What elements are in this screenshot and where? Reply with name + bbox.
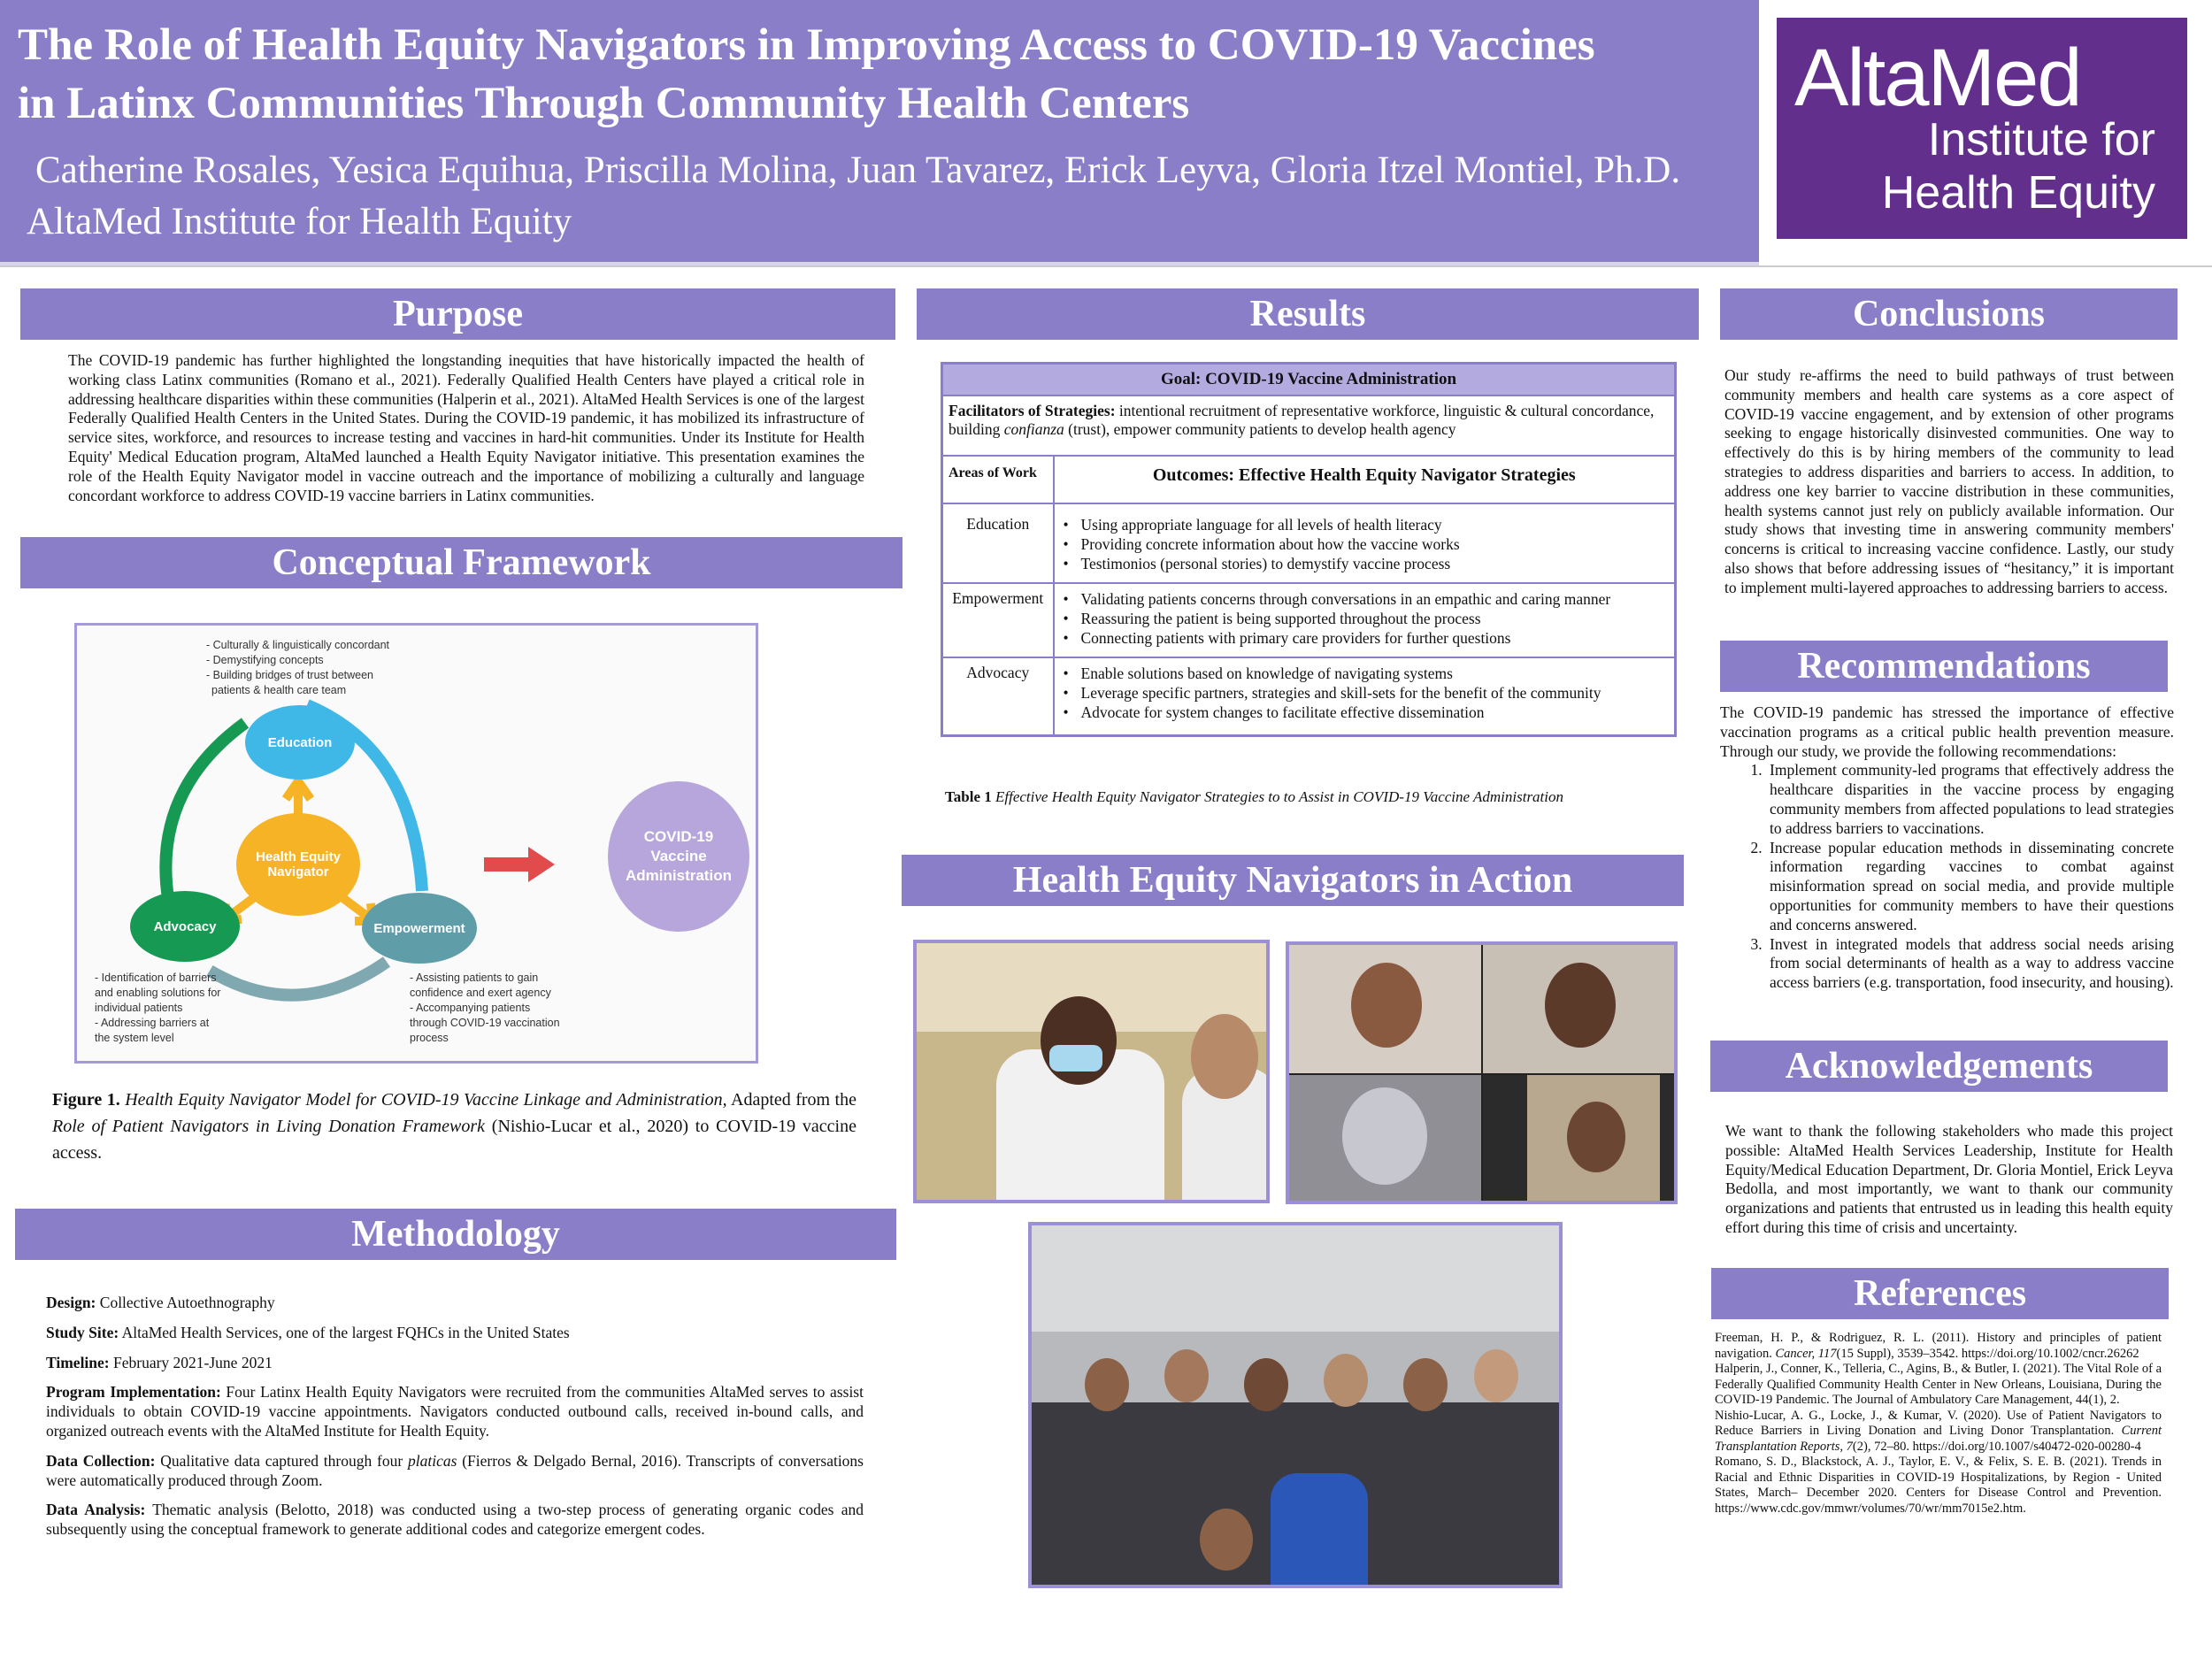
recommendations-list [1720,761,2174,993]
poster-title [18,16,1743,133]
recommendations-intro: The COVID-19 pandemic has stressed the importance of effective vaccination programs as a critical public health prevention measure. Through our study, we provide the following recommendations: [1720,703,2174,760]
title-line-1: The Role of Health Equity Navigators in Improving Access to COVID-19 Vaccines [18,20,1595,70]
vaccine-administration-node [608,781,749,932]
method-value: AltaMed Health Services, one of the largest FQHCs in the United States [119,1323,570,1341]
figure-caption [52,1087,856,1166]
purpose-heading: Purpose [20,288,895,340]
framework-heading: Conceptual Framework [20,537,902,588]
method-value: Qualitative data captured through four [155,1451,408,1470]
framework-figure [74,623,758,1064]
caption-text: Adapted from the [726,1090,856,1110]
office-ceiling [1032,1225,1563,1332]
list-item: 1. Implement community-led programs that effectively address the healthcare disparities in the vaccine process by engaging community members from affected populations to lead strategies to address barriers to vaccinations. [1766,761,2174,838]
reference-item [1715,1331,2162,1362]
facilitators-text: intentional recruitment of representative workforce, linguistic & cultural concordance, building [949,402,1655,438]
note: through COVID-19 vaccination [410,1017,560,1029]
title-line-2: in Latinx Communities Through Community Health Centers [18,79,1190,128]
note: - Addressing barriers at [95,1017,210,1029]
authors: Catherine Rosales, Yesica Equihua, Priscilla Molina, Juan Tavarez, Erick Leyva, Gloria Itzel Montiel, Ph.D. [35,150,1681,191]
photo-navigators-clinic [913,940,1270,1203]
header-divider [0,265,2212,267]
results-table [941,362,1677,737]
list-item: • Validating patients concerns through conversations in an empathic and caring manner [1060,589,1670,609]
reference-item [1715,1362,2162,1409]
target-label-3: Administration [626,867,732,884]
second-face [1191,1014,1258,1099]
target-label-2: Vaccine [650,848,707,864]
logo-subtitle-line-1: Institute for [1927,114,2155,165]
table-row [942,503,1676,583]
note: the system level [95,1032,174,1044]
note: confidence and exert agency [410,987,551,999]
zoom-tile [1483,1075,1678,1204]
table-title: Goal: COVID-19 Vaccine Administration [942,364,1676,396]
note: - Identification of barriers [95,972,217,984]
outcomes-cell [1054,503,1676,583]
note: - Culturally & linguistically concordant [206,639,390,651]
ref-text: Nishio-Lucar, A. G., Locke, J., & Kumar, V. (2020). Use of Patient Navigators to Reduce Barriers in Living Donation and Living Donor Transplantation. [1715,1408,2162,1438]
face-mask [1049,1045,1102,1071]
empowerment-node: Empowerment [362,893,477,964]
col-header-areas: Areas of Work [942,456,1054,503]
method-label: Program Implementation: [46,1383,221,1402]
list-item: • Enable solutions based on knowledge of navigating systems [1060,664,1670,683]
ref-text: (2), 72–80. https://doi.org/10.1007/s40472-020-00280-4 [1852,1439,2141,1454]
logo-subtitle-line-2: Health Equity [1881,167,2155,219]
area-cell: Education [942,503,1054,583]
navigator-node [236,813,360,916]
logo-wordmark: AltaMed [1794,33,2081,123]
table-caption-text: Effective Health Equity Navigator Strategies to to Assist in COVID-19 Vaccine Administration [991,788,1564,805]
table-row [942,657,1676,736]
ref-italic: Current Transplantation Reports, 7 [1715,1424,2162,1454]
references-list [1715,1331,2162,1517]
method-item [46,1324,864,1343]
facilitators-label: Facilitators of Strategies: [949,402,1116,419]
col-header-outcomes: Outcomes: Effective Health Equity Navigator Strategies [1054,456,1676,503]
target-label-1: COVID-19 [643,828,714,845]
table-caption [945,787,1688,807]
recommendations-heading: Recommendations [1720,641,2168,692]
references-heading: References [1711,1268,2169,1319]
ref-text: Freeman, H. P., & Rodriguez, R. L. (2011). History and principles of patient navigation. [1715,1331,2162,1361]
caption-text: (Nishio-Lucar et al., 2020) to COVID-19 vaccine access. [52,1117,856,1163]
education-node: Education [245,705,355,780]
purpose-text: The COVID-19 pandemic has further highlighted the longstanding inequities that have historically impacted the health of working class Latinx communities (Romano et al., 2021). Federally Qualified Health Centers have played a critical role in addressing healthcare disparities within these communities (Halperin et al., 2021). AltaMed Health Services is one of the largest Federally Qualified Health Centers in the United States. During the COVID-19 pandemic, it has mobilized its infrastructure of service sites, workforce, and resources to increase testing and vaccines in hard-hit communities. Under its Institute for Health Equity' Medical Education program, AltaMed launched a Health Equity Navigator initiative. This presentation examines the role of the Health Equity Navigator model in vaccine outreach and the importance of mobilizing a culturally and language concordant workforce to address COVID-19 vaccine barriers in Latinx communities. [68,351,864,504]
facilitators-text: (trust), empower community patients to develop health agency [1064,420,1456,438]
affiliation: AltaMed Institute for Health Equity [27,201,572,242]
navigator-face [1041,996,1117,1085]
list-item: • Reassuring the patient is being supported throughout the process [1060,609,1670,628]
ref-text: Romano, S. D., Blackstock, A. J., Taylor, E. V., & Felix, S. E. B. (2021). Trends in Racial and Ethnic Disparities in COVID-19 Hospitalizations, by Region - United States, March– December 2020. Centers for Disease Control and Prevention. https://www.cdc.gov/mmwr/volumes/70/wr/mm7015e2.htm. [1715,1455,2162,1516]
results-heading: Results [917,288,1699,340]
navigator-label-2: Navigator [267,864,329,879]
method-italic: platicas [408,1451,457,1470]
method-label: Timeline: [46,1353,110,1371]
note: - Demystifying concepts [206,654,324,666]
zoom-tile [1289,945,1481,1073]
zoom-tile [1483,945,1678,1073]
reference-item [1715,1455,2162,1517]
note: patients & health care team [211,684,347,696]
method-item [46,1354,864,1373]
table-title-row [942,364,1676,396]
list-item: • Testimonios (personal stories) to demystify vaccine process [1060,554,1670,573]
methodology-text [46,1294,864,1540]
list-item: • Leverage specific partners, strategies and skill-sets for the benefit of the community [1060,683,1670,703]
method-item [46,1383,864,1440]
outcomes-cell [1054,657,1676,736]
note: - Building bridges of trust between [206,669,373,681]
conclusions-text: Our study re-affirms the need to build pathways of trust between community members and health care systems as a core aspect of COVID-19 vaccine engagement, and by extension of other programs seeking to engage historically disinvested communities. One way to effectively do this is by hiring members of the community to lead strategies to address disparities and barriers to access. In addition, to address one key barrier to vaccine distribution in these communities, health systems cannot just rely on publicly available information. Our study shows that investing time in answering community members' concerns is critical to increasing vaccine confidence. Lastly, our study also shows that before addressing issues of “hesitancy,” it is important to implement multi-layered approaches to addressing barriers to access. [1724,366,2174,596]
empowerment-notes [410,971,560,1046]
ref-italic: Cancer, 117 [1775,1346,1837,1361]
note: process [410,1032,449,1044]
note: - Assisting patients to gain [410,972,539,984]
method-item [46,1294,864,1313]
method-item [46,1452,864,1491]
method-value: Four Latinx Health Equity Navigators were recruited from the communities AltaMed serves to assist individuals to obtain COVID-19 vaccine appointments. Navigators conducted outbound calls, received in-bound calls, and organized outreach events with the AltaMed Institute for Health Equity. [46,1383,864,1440]
list-item: • Providing concrete information about how the vaccine works [1060,534,1670,554]
area-cell: Empowerment [942,583,1054,657]
acknowledgements-heading: Acknowledgements [1710,1041,2168,1092]
methodology-heading: Methodology [15,1209,896,1260]
list-item: • Advocate for system changes to facilitate effective dissemination [1060,703,1670,722]
advocacy-notes [95,971,220,1046]
navigator-label-1: Health Equity [256,849,341,864]
photo-team-group [1028,1222,1563,1588]
method-label: Study Site: [46,1323,119,1341]
acknowledgements-text: We want to thank the following stakeholders who made this project possible: AltaMed Health Services Leadership, Institute for Health Equity/Medical Education Department, Dr. Gloria Montiel, Erick Leyva Bedolla, and most importantly, we want to thank our community organizations and patients that entrusted us in leading this health equity effort during this time of crisis and uncertainty. [1725,1122,2173,1236]
facilitators-italic: confianza [1003,420,1064,438]
caption-italic: Role of Patient Navigators in Living Donation Framework [52,1117,485,1136]
method-value: February 2021-June 2021 [109,1353,273,1371]
table-caption-label: Table 1 [945,788,992,805]
list-item: 2. Increase popular education methods in disseminating concrete information regarding vaccines to combat against misinformation spread on social media, and provide multiple opportunities for community members to have their questions and concerns answered. [1766,839,2174,935]
empowerment-arc [210,962,387,995]
advocacy-node: Advocacy [130,891,240,962]
note: and enabling solutions for [95,987,221,999]
outcomes-cell [1054,583,1676,657]
advocacy-arc [165,723,245,909]
ref-text: (15 Suppl), 3539–3542. https://doi.org/10.1002/cncr.26262 [1836,1346,2139,1361]
list-item: 3. Invest in integrated models that address social needs arising from social determinants of health as a way to address vaccine access barriers (e.g. transportation, food insecurity, and housing). [1766,935,2174,993]
caption-italic: Health Equity Navigator Model for COVID-19 Vaccine Linkage and Administration, [125,1090,727,1110]
logo-subtitle [1882,113,2155,219]
note: individual patients [95,1002,183,1014]
poster-header [0,0,1759,265]
method-label: Data Collection: [46,1451,156,1470]
conclusions-heading: Conclusions [1720,288,2177,340]
ref-text: Halperin, J., Conner, K., Telleria, C., Agins, B., & Butler, I. (2021). The Vital Role of a Federally Qualified Community Health Center in New Orleans, Louisiana, During the COVID-19 Pandemic. The Journal of Ambulatory Care Management, 44(1), 2. [1715,1362,2162,1407]
facilitators-cell [942,396,1676,456]
method-value: Thematic analysis (Belotto, 2018) was conducted using a two-step process of generating organic codes and subsequently using the conceptual framework to generate additional codes and categorize emergent codes. [46,1501,864,1539]
list-item: • Using appropriate language for all levels of health literacy [1060,515,1670,534]
list-item: • Connecting patients with primary care providers for further questions [1060,628,1670,648]
facilitators-row [942,396,1676,456]
method-value: Collective Autoethnography [96,1294,275,1311]
arrow-to-target-icon [484,847,555,882]
altamed-logo [1777,18,2187,239]
method-value: (Fierros & Delgado Bernal, 2016). Transcripts of conversations were automatically produced through Zoom. [46,1451,864,1489]
recommendations-text [1720,703,2174,993]
caption-label: Figure 1. [52,1090,120,1110]
area-cell: Advocacy [942,657,1054,736]
note: - Accompanying patients [410,1002,531,1014]
table-row [942,583,1676,657]
zoom-tile [1289,1075,1481,1204]
reference-item [1715,1409,2162,1455]
table-header-row [942,456,1676,503]
method-item [46,1501,864,1540]
blue-jacket [1271,1473,1368,1588]
photo-zoom-call [1286,941,1678,1204]
method-label: Data Analysis: [46,1501,146,1519]
method-label: Design: [46,1294,96,1311]
action-heading: Health Equity Navigators in Action [902,855,1684,906]
